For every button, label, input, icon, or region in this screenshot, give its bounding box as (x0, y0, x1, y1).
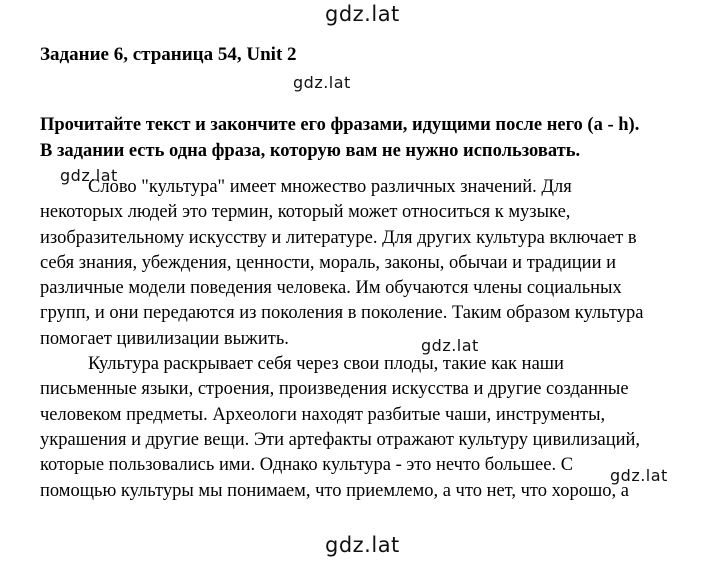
paragraph-1-line: некоторых людей это термин, который может относиться к музыке, (40, 202, 571, 223)
watermark-top: gdz.lat (325, 2, 400, 26)
instruction-line: В задании есть одна фраза, которую вам не нужно использовать. (40, 141, 581, 161)
paragraph-1-line: изобразительному искусству и литературе. Для других культура включает в (40, 227, 637, 248)
paragraph-1-line: помогает цивилизации выжить. (40, 328, 289, 349)
paragraph-1-line: Слово "культура" имеет множество различных значений. Для (88, 177, 572, 197)
paragraph-1-line: групп, и они передаются из поколения в поколение. Таким образом культура (40, 303, 644, 324)
paragraph-2-line: Культура раскрывает себя через свои плоды, такие как наши (88, 354, 564, 375)
instruction-line: Прочитайте текст и закончите его фразами, идущими после него (a - h). (40, 115, 640, 135)
paragraph-2-line: которые пользовались ими. Однако культура - это нечто большее. С (40, 455, 574, 476)
task-instruction (40, 112, 700, 164)
paragraph-2-line: украшения и другие вещи. Эти артефакты отражают культуру цивилизаций, (40, 429, 641, 450)
paragraph-2-line: письменные языки, строения, произведения искусства и другие созданные (40, 379, 629, 400)
watermark-bottom: gdz.lat (325, 533, 400, 557)
page-title: Задание 6, страница 54, Unit 2 (40, 44, 297, 65)
watermark: gdz.lat (610, 466, 668, 485)
paragraph-1-line: различные модели поведения человека. Им обучаются члены социальных (40, 278, 622, 299)
paragraph-2-line: помощью культуры мы понимаем, что приемлемо, а что нет, что хорошо, а (40, 480, 629, 501)
watermark: gdz.lat (421, 336, 479, 355)
paragraph-2-line: человеком предметы. Археологи находят разбитые чаши, инструменты, (40, 404, 606, 425)
watermark: gdz.lat (60, 166, 118, 185)
reading-text (40, 175, 700, 504)
watermark: gdz.lat (293, 73, 351, 92)
paragraph-1-line: себя знания, убеждения, ценности, мораль, законы, обычаи и традиции и (40, 252, 617, 273)
